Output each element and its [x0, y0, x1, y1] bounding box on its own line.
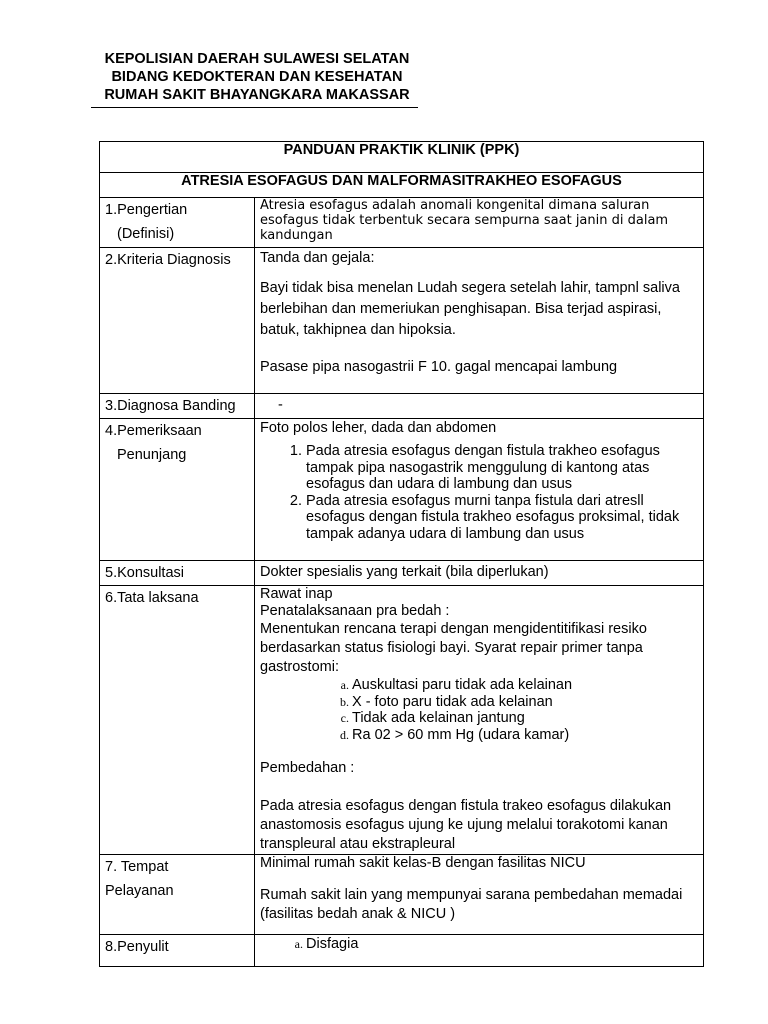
list-item: a. Auskultasi paru tidak ada kelainan — [352, 677, 698, 694]
label-konsultasi: 5.Konsultasi — [105, 565, 184, 581]
row-konsultasi — [100, 561, 704, 586]
label-cell — [100, 394, 255, 419]
tempat-line2: Rumah sakit lain yang mempunyai sarana pembedahan memadai (fasilitas bedah anak & NICU ) — [260, 887, 683, 922]
list-item: 1. Pada atresia esofagus dengan fistula trakheo esofagus tampak pipa nasogastrik menggulung di kantong atas esofagus dan udara di lambung dan usus — [306, 443, 698, 493]
label-tata-laksana: 6.Tata laksana — [105, 590, 199, 606]
content-cell — [255, 935, 704, 967]
label-cell — [100, 935, 255, 967]
header-underline — [91, 107, 418, 108]
document-header — [86, 50, 428, 104]
label-pelayanan: Pelayanan — [105, 883, 174, 899]
label-cell — [100, 855, 255, 935]
penyulit-list — [260, 935, 698, 953]
subtitle-row — [100, 173, 704, 198]
content-cell — [255, 855, 704, 935]
list-item: b. X - foto paru tidak ada kelainan — [352, 694, 698, 711]
content-cell — [255, 419, 704, 561]
header-line-3: RUMAH SAKIT BHAYANGKARA MAKASSAR — [104, 87, 410, 103]
kriteria-para1: Bayi tidak bisa menelan Ludah segera setelah lahir, tampnl saliva berlebihan dan memeriukan penghisapan. Bisa terjad aspirasi, batuk, takhipnea dan hipoksia. — [260, 280, 680, 338]
doc-title: PANDUAN PRAKTIK KLINIK (PPK) — [100, 142, 704, 173]
row-pengertian — [100, 198, 704, 248]
pemeriksaan-list — [260, 443, 698, 542]
label-cell — [100, 586, 255, 855]
list-item: a. Disfagia — [306, 935, 698, 953]
label-penyulit: 8.Penyulit — [105, 939, 169, 955]
label-cell — [100, 248, 255, 394]
label-penunjang: Penunjang — [117, 447, 187, 463]
label-kriteria: 2.Kriteria Diagnosis — [105, 252, 231, 268]
row-tempat — [100, 855, 704, 935]
list-item: 2. Pada atresia esofagus murni tanpa fistula dari atresll esofagus dengan fistula trakheo esofagus proksimal, tidak tampak adanya udara di lambung dan usus — [306, 493, 698, 543]
content-cell — [255, 248, 704, 394]
tata-syarat-list — [260, 677, 698, 743]
label-tempat: 7. Tempat — [105, 859, 169, 875]
label-definisi: (Definisi) — [117, 226, 175, 242]
tata-para: Menentukan rencana terapi dengan mengidentitifikasi resiko berdasarkan status fisiologi bayi. Syarat repair primer tanpa gastrostomi: — [260, 621, 647, 675]
tata-line1: Rawat inap — [260, 586, 333, 602]
kriteria-heading: Tanda dan gejala: — [260, 250, 375, 266]
content-cell — [255, 561, 704, 586]
row-penyulit — [100, 935, 704, 967]
label-cell — [100, 198, 255, 248]
title-row — [100, 142, 704, 173]
label-pengertian: 1.Pengertian — [105, 202, 188, 218]
row-tata-laksana — [100, 586, 704, 855]
doc-subtitle: ATRESIA ESOFAGUS DAN MALFORMASITRAKHEO ESOFAGUS — [100, 173, 704, 198]
content-cell — [255, 198, 704, 248]
bedah-text: Pada atresia esofagus dengan fistula trakeo esofagus dilakukan anastomosis esofagus ujung ke ujung melalui torakotomi kanan transpleural atau ekstrapleural — [260, 798, 672, 852]
banding-text: - — [278, 397, 283, 413]
konsultasi-text: Dokter spesialis yang terkait (bila diperlukan) — [260, 564, 549, 580]
content-cell — [255, 586, 704, 855]
row-kriteria — [100, 248, 704, 394]
bedah-heading: Pembedahan : — [260, 760, 355, 776]
tempat-line1: Minimal rumah sakit kelas-B dengan fasilitas NICU — [260, 855, 586, 871]
row-banding — [100, 394, 704, 419]
ppk-table — [99, 141, 704, 967]
tata-line2: Penatalaksanaan pra bedah : — [260, 603, 450, 619]
kriteria-para2: Pasase pipa nasogastrii F 10. gagal mencapai lambung — [260, 359, 618, 375]
list-item: c. Tidak ada kelainan jantung — [352, 710, 698, 727]
header-line-1: KEPOLISIAN DAERAH SULAWESI SELATAN — [104, 51, 410, 67]
pengertian-text: Atresia esofagus adalah anomali kongenital dimana saluran esofagus tidak terbentuk secara sempurna saat janin di dalam kandungan — [260, 198, 669, 243]
label-pemeriksaan: 4.Pemeriksaan — [105, 423, 202, 439]
pemeriksaan-heading: Foto polos leher, dada dan abdomen — [260, 420, 497, 436]
label-banding: 3.Diagnosa Banding — [105, 398, 236, 414]
label-cell — [100, 561, 255, 586]
label-cell — [100, 419, 255, 561]
row-pemeriksaan — [100, 419, 704, 561]
header-line-2: BIDANG KEDOKTERAN DAN KESEHATAN — [111, 69, 403, 85]
list-item: d. Ra 02 > 60 mm Hg (udara kamar) — [352, 727, 698, 744]
content-cell — [255, 394, 704, 419]
